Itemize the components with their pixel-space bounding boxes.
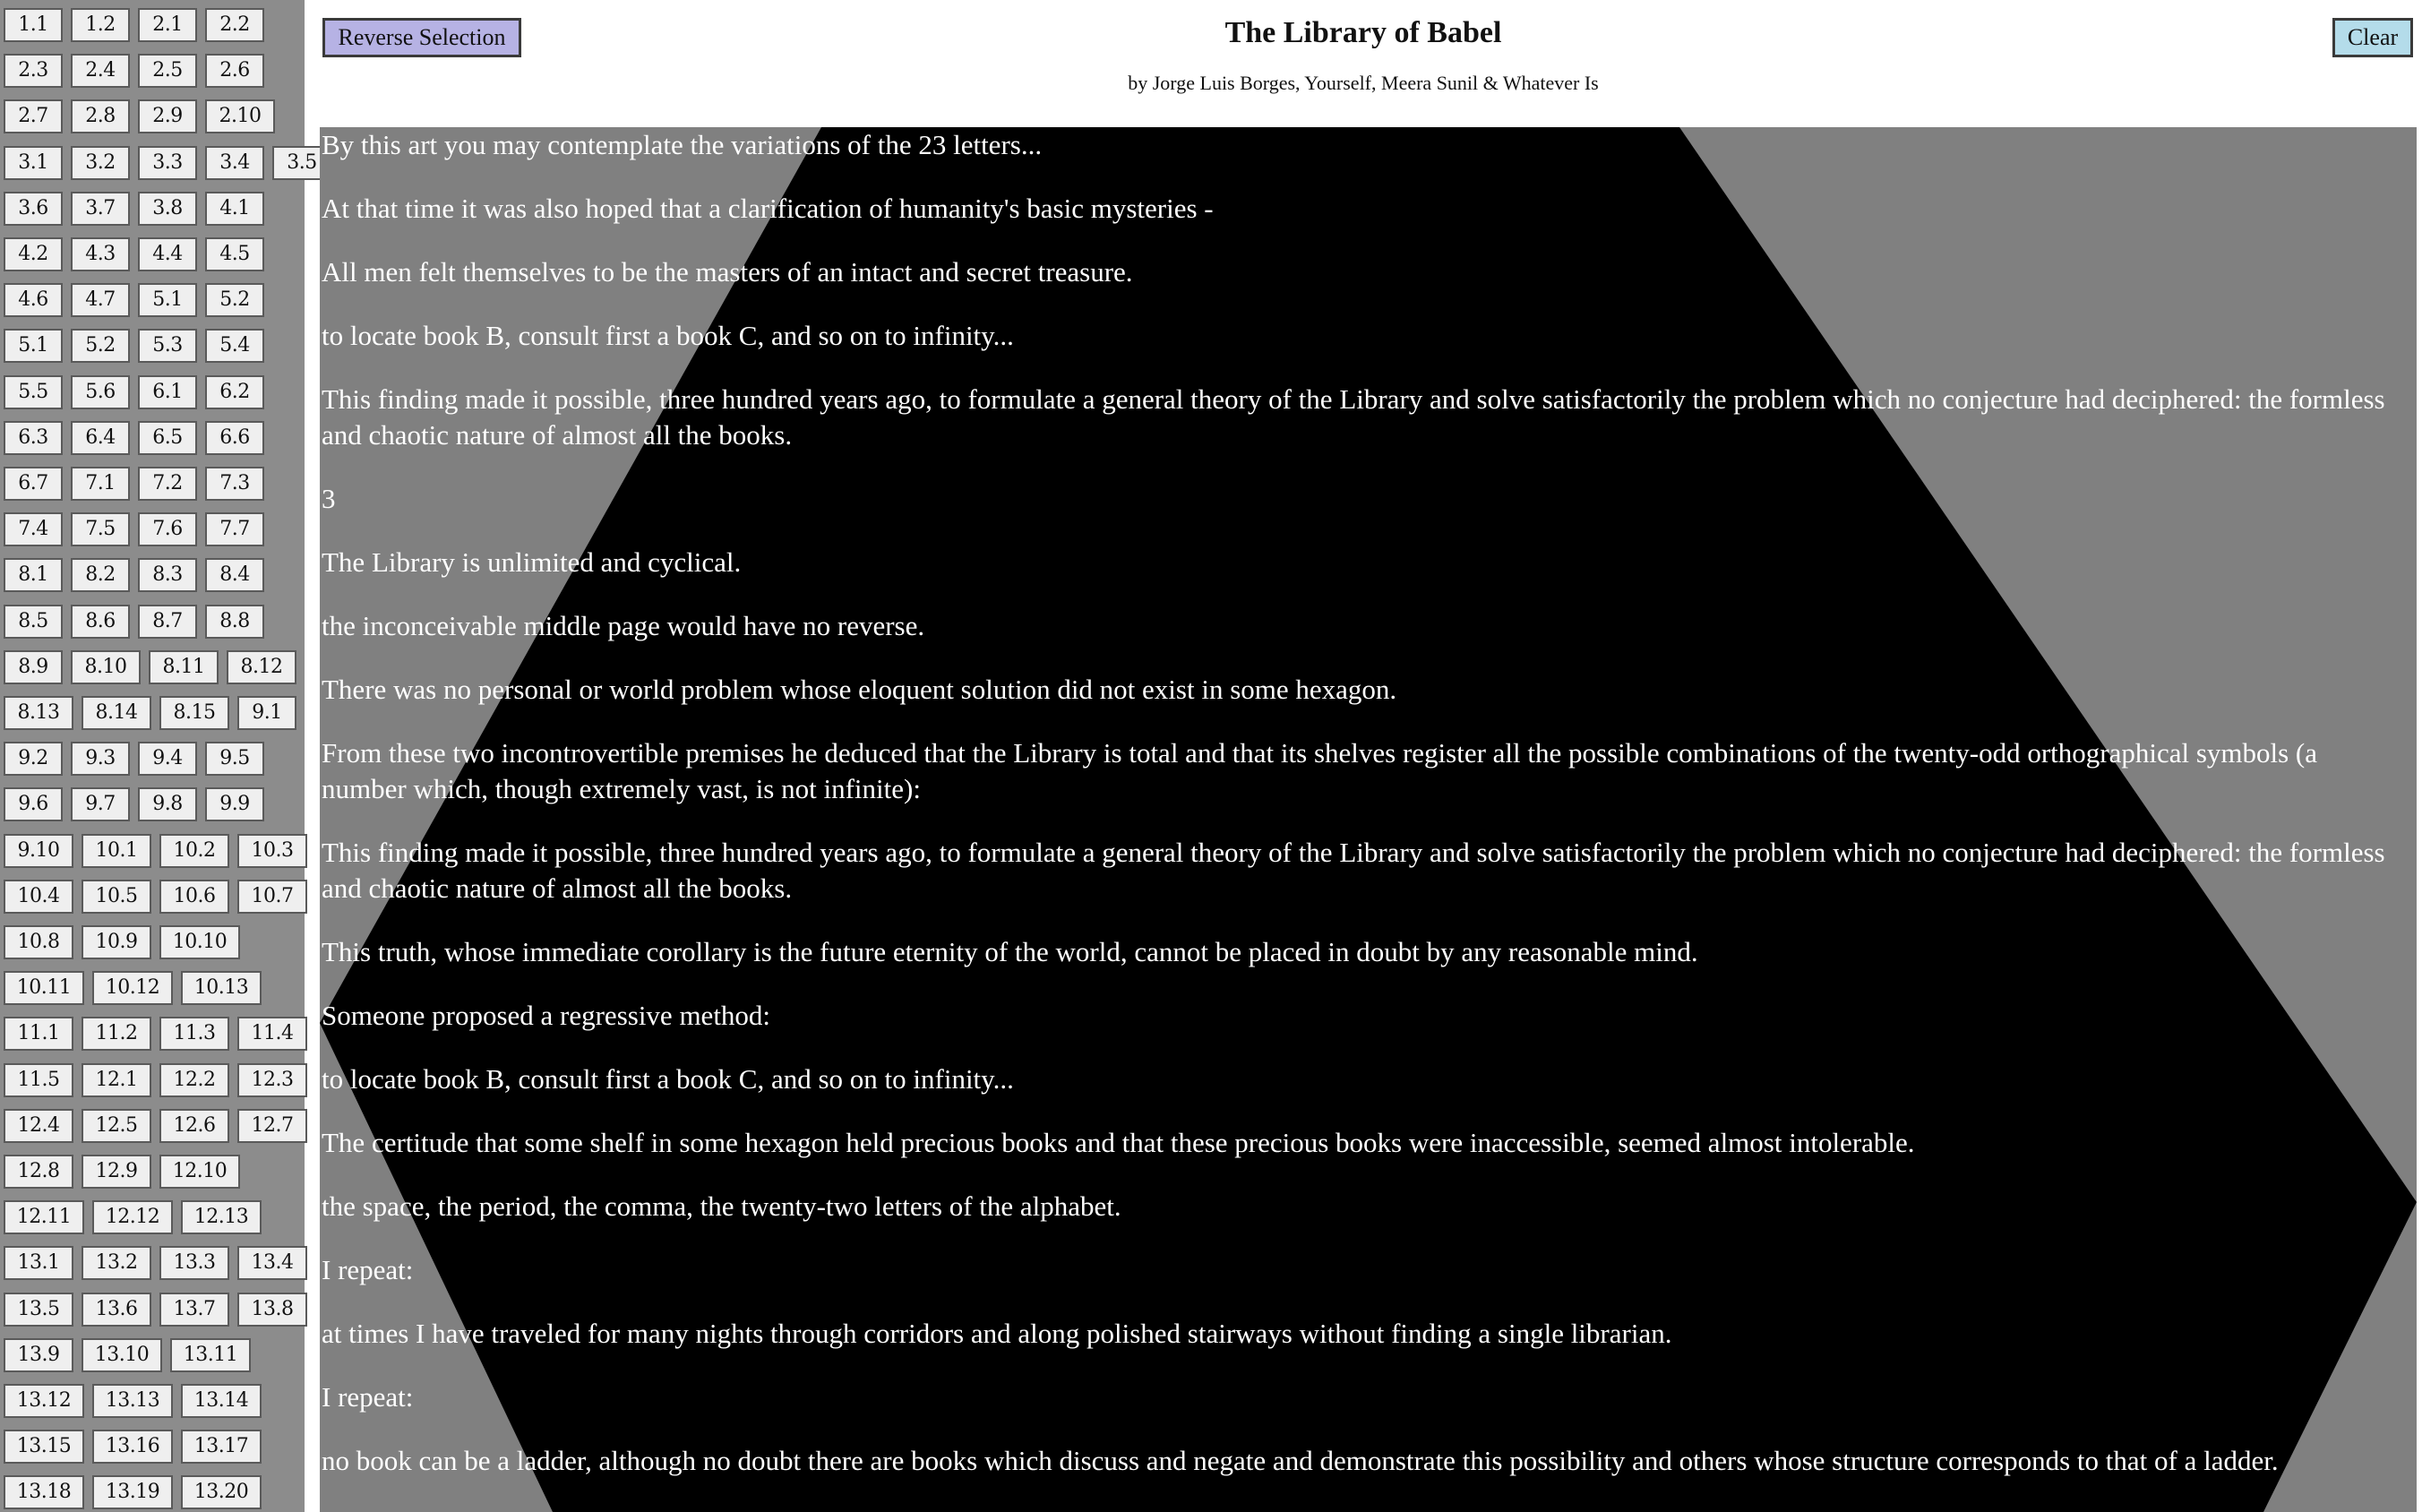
section-button[interactable]: 6.3 xyxy=(4,421,63,455)
section-button[interactable]: 3.1 xyxy=(4,146,63,180)
section-button[interactable]: 13.13 xyxy=(92,1384,173,1418)
section-button[interactable]: 8.14 xyxy=(82,696,151,730)
section-button[interactable]: 3.4 xyxy=(205,146,264,180)
section-button[interactable]: 12.11 xyxy=(4,1200,84,1234)
section-button[interactable]: 6.4 xyxy=(71,421,130,455)
section-button[interactable]: 6.2 xyxy=(205,375,264,409)
section-button[interactable]: 10.1 xyxy=(82,834,151,868)
reverse-selection-button[interactable]: Reverse Selection xyxy=(322,18,521,57)
section-button[interactable]: 5.5 xyxy=(4,375,63,409)
section-button[interactable]: 9.9 xyxy=(205,787,264,821)
section-button[interactable]: 10.3 xyxy=(237,834,307,868)
section-button[interactable]: 9.4 xyxy=(138,742,197,776)
section-button[interactable]: 10.2 xyxy=(159,834,229,868)
passage-line[interactable]: I repeat: xyxy=(322,1254,414,1285)
section-button[interactable]: 9.10 xyxy=(4,834,73,868)
section-button[interactable]: 9.5 xyxy=(205,742,264,776)
section-button[interactable]: 5.2 xyxy=(205,283,264,317)
section-button[interactable]: 9.6 xyxy=(4,787,63,821)
section-button[interactable]: 4.1 xyxy=(205,192,264,226)
passage-line[interactable]: By this art you may contemplate the variations of the 23 letters... xyxy=(322,129,1043,160)
section-button[interactable]: 13.7 xyxy=(159,1293,229,1327)
section-button[interactable]: 13.11 xyxy=(170,1338,251,1372)
section-button[interactable]: 1.2 xyxy=(71,8,130,42)
passage-line[interactable]: Someone proposed a regressive method: xyxy=(322,1000,771,1031)
section-button[interactable]: 5.3 xyxy=(138,329,197,363)
section-button[interactable]: 8.10 xyxy=(71,650,141,684)
section-button[interactable]: 8.13 xyxy=(4,696,73,730)
section-button[interactable]: 1.1 xyxy=(4,8,63,42)
section-button[interactable]: 6.5 xyxy=(138,421,197,455)
section-button[interactable]: 12.8 xyxy=(4,1155,73,1189)
section-button[interactable]: 11.1 xyxy=(4,1017,73,1051)
section-button[interactable]: 13.15 xyxy=(4,1430,84,1464)
passage-line[interactable]: the inconceivable middle page would have no reverse. xyxy=(322,610,925,641)
passage-line[interactable]: 3 xyxy=(322,483,336,514)
section-button[interactable]: 8.3 xyxy=(138,558,197,592)
section-button[interactable]: 11.4 xyxy=(237,1017,307,1051)
passage-line[interactable]: The Library is unlimited and cyclical. xyxy=(322,546,742,578)
section-button[interactable]: 7.4 xyxy=(4,512,63,546)
section-button[interactable]: 9.2 xyxy=(4,742,63,776)
section-button[interactable]: 8.4 xyxy=(205,558,264,592)
section-sidebar xyxy=(0,0,317,1512)
section-button[interactable]: 8.6 xyxy=(71,605,130,639)
section-button[interactable]: 5.2 xyxy=(71,329,130,363)
section-button[interactable]: 7.2 xyxy=(138,467,197,501)
section-button[interactable]: 2.3 xyxy=(4,54,63,88)
section-button[interactable]: 13.17 xyxy=(181,1430,262,1464)
passage-line[interactable]: At that time it was also hoped that a clarification of humanity's basic mysteries - xyxy=(322,193,1214,224)
section-button[interactable]: 12.12 xyxy=(92,1200,173,1234)
section-button[interactable]: 13.20 xyxy=(181,1475,262,1509)
section-button[interactable]: 7.1 xyxy=(71,467,130,501)
section-button[interactable]: 8.1 xyxy=(4,558,63,592)
section-button[interactable]: 3.2 xyxy=(71,146,130,180)
section-button[interactable]: 2.1 xyxy=(138,8,197,42)
section-button[interactable]: 2.2 xyxy=(205,8,264,42)
text-panel xyxy=(320,127,2417,1512)
section-button[interactable]: 7.3 xyxy=(205,467,264,501)
section-button[interactable]: 13.9 xyxy=(4,1338,73,1372)
section-button[interactable]: 8.9 xyxy=(4,650,63,684)
section-button[interactable]: 4.2 xyxy=(4,237,63,271)
section-button[interactable]: 8.2 xyxy=(71,558,130,592)
section-button[interactable]: 9.7 xyxy=(71,787,130,821)
section-button[interactable]: 2.9 xyxy=(138,99,197,133)
section-button[interactable]: 10.13 xyxy=(181,971,262,1005)
section-button[interactable]: 5.1 xyxy=(4,329,63,363)
section-button[interactable]: 13.6 xyxy=(82,1293,151,1327)
section-button[interactable]: 7.6 xyxy=(138,512,197,546)
section-button[interactable]: 8.8 xyxy=(205,605,264,639)
section-button[interactable]: 10.8 xyxy=(4,925,73,959)
passage-line[interactable]: This finding made it possible, three hundred years ago, to formulate a general theory of the Library and solve satisfactorily the problem which no conjecture had deciphered: the formless and chaotic nature of almost all the books. xyxy=(322,383,2385,451)
section-button[interactable]: 13.3 xyxy=(159,1246,229,1280)
clear-button[interactable]: Clear xyxy=(2332,18,2413,57)
section-button[interactable]: 3.7 xyxy=(71,192,130,226)
section-button[interactable]: 10.10 xyxy=(159,925,240,959)
passage-line[interactable]: There was no personal or world problem whose eloquent solution did not exist in some hexagon. xyxy=(322,674,1397,705)
section-button[interactable]: 13.8 xyxy=(237,1293,307,1327)
passage-list xyxy=(320,127,2417,1507)
passage-line[interactable]: This truth, whose immediate corollary is the future eternity of the world, cannot be placed in doubt by any reasonable mind. xyxy=(322,936,1698,967)
section-button[interactable]: 10.11 xyxy=(4,971,84,1005)
section-button[interactable]: 4.6 xyxy=(4,283,63,317)
page-title: The Library of Babel xyxy=(1224,16,1502,49)
section-button[interactable]: 5.6 xyxy=(71,375,130,409)
section-button[interactable]: 10.7 xyxy=(237,880,307,914)
passage-line[interactable]: The certitude that some shelf in some hexagon held precious books and that these precious books were inaccessible, seemed almost intolerable. xyxy=(322,1127,1915,1158)
section-button[interactable]: 4.5 xyxy=(205,237,264,271)
section-button[interactable]: 2.4 xyxy=(71,54,130,88)
passage-line[interactable]: From these two incontrovertible premises he deduced that the Library is total and that its shelves register all the possible combinations of the twenty-odd orthographical symbols (a number which, though extremely vast, is not infinite): xyxy=(322,737,2318,804)
section-button[interactable]: 12.10 xyxy=(159,1155,240,1189)
section-button[interactable]: 6.6 xyxy=(205,421,264,455)
section-button[interactable]: 5.1 xyxy=(138,283,197,317)
section-button[interactable]: 12.1 xyxy=(82,1063,151,1097)
section-button[interactable]: 2.10 xyxy=(205,99,275,133)
passage-line[interactable]: to locate book B, consult first a book C, and so on to infinity... xyxy=(322,320,1014,351)
section-button[interactable]: 3.6 xyxy=(4,192,63,226)
passage-line[interactable]: to locate book B, consult first a book C, and so on to infinity... xyxy=(322,1063,1014,1095)
section-button[interactable]: 3.5 xyxy=(272,146,331,180)
section-button[interactable]: 12.6 xyxy=(159,1109,229,1143)
passage-line[interactable]: This finding made it possible, three hundred years ago, to formulate a general theory of the Library and solve satisfactorily the problem which no conjecture had deciphered: the formless and chaotic nature of almost all the books. xyxy=(322,837,2385,904)
section-button[interactable]: 4.3 xyxy=(71,237,130,271)
section-button[interactable]: 7.5 xyxy=(71,512,130,546)
section-button[interactable]: 8.15 xyxy=(159,696,229,730)
section-button[interactable]: 11.2 xyxy=(82,1017,151,1051)
section-button[interactable]: 13.14 xyxy=(181,1384,262,1418)
section-button[interactable]: 2.5 xyxy=(138,54,197,88)
section-button[interactable]: 10.9 xyxy=(82,925,151,959)
passage-line[interactable]: the space, the period, the comma, the twenty-two letters of the alphabet. xyxy=(322,1190,1121,1222)
section-button[interactable]: 13.16 xyxy=(92,1430,173,1464)
page-subtitle: by Jorge Luis Borges, Yourself, Meera Sunil & Whatever Is xyxy=(1128,72,1599,94)
section-button[interactable]: 13.18 xyxy=(4,1475,84,1509)
passage-line[interactable]: All men felt themselves to be the masters of an intact and secret treasure. xyxy=(322,256,1133,288)
section-button[interactable]: 9.1 xyxy=(237,696,296,730)
passage-line[interactable]: no book can be a ladder, although no doubt there are books which discuss and negate and demonstrate this possibility and others whose structure corresponds to that of a ladder. xyxy=(322,1445,2279,1476)
section-button[interactable]: 12.5 xyxy=(82,1109,151,1143)
section-button[interactable]: 6.7 xyxy=(4,467,63,501)
section-button[interactable]: 12.9 xyxy=(82,1155,151,1189)
section-button[interactable]: 10.4 xyxy=(4,880,73,914)
section-button[interactable]: 10.5 xyxy=(82,880,151,914)
section-button[interactable]: 13.19 xyxy=(92,1475,173,1509)
section-button[interactable]: 9.3 xyxy=(71,742,130,776)
section-button[interactable]: 12.13 xyxy=(181,1200,262,1234)
section-button[interactable]: 13.4 xyxy=(237,1246,307,1280)
section-button[interactable]: 13.10 xyxy=(82,1338,162,1372)
section-button[interactable]: 8.12 xyxy=(227,650,296,684)
passage-line[interactable]: at times I have traveled for many nights through corridors and along polished stairways without finding a single librarian. xyxy=(322,1318,1672,1349)
section-button[interactable]: 5.4 xyxy=(205,329,264,363)
section-button[interactable]: 8.11 xyxy=(149,650,219,684)
section-button[interactable]: 12.7 xyxy=(237,1109,307,1143)
section-button[interactable]: 2.7 xyxy=(4,99,63,133)
section-button[interactable]: 12.3 xyxy=(237,1063,307,1097)
section-button[interactable]: 8.5 xyxy=(4,605,63,639)
section-button[interactable]: 10.12 xyxy=(92,971,173,1005)
section-button[interactable]: 9.8 xyxy=(138,787,197,821)
header xyxy=(305,0,2422,125)
section-button[interactable]: 10.6 xyxy=(159,880,229,914)
section-button[interactable]: 13.12 xyxy=(4,1384,84,1418)
section-button[interactable]: 13.1 xyxy=(4,1246,73,1280)
section-button[interactable]: 2.6 xyxy=(205,54,264,88)
section-button[interactable]: 3.3 xyxy=(138,146,197,180)
section-button[interactable]: 2.8 xyxy=(71,99,130,133)
section-button[interactable]: 11.3 xyxy=(159,1017,229,1051)
section-button[interactable]: 13.2 xyxy=(82,1246,151,1280)
section-button[interactable]: 11.5 xyxy=(4,1063,73,1097)
passage-line[interactable]: I repeat: xyxy=(322,1381,414,1413)
section-button[interactable]: 13.5 xyxy=(4,1293,73,1327)
section-button[interactable]: 4.7 xyxy=(71,283,130,317)
section-button[interactable]: 12.4 xyxy=(4,1109,73,1143)
section-button[interactable]: 6.1 xyxy=(138,375,197,409)
section-button[interactable]: 3.8 xyxy=(138,192,197,226)
section-button[interactable]: 7.7 xyxy=(205,512,264,546)
section-button[interactable]: 12.2 xyxy=(159,1063,229,1097)
section-button[interactable]: 8.7 xyxy=(138,605,197,639)
section-button[interactable]: 4.4 xyxy=(138,237,197,271)
